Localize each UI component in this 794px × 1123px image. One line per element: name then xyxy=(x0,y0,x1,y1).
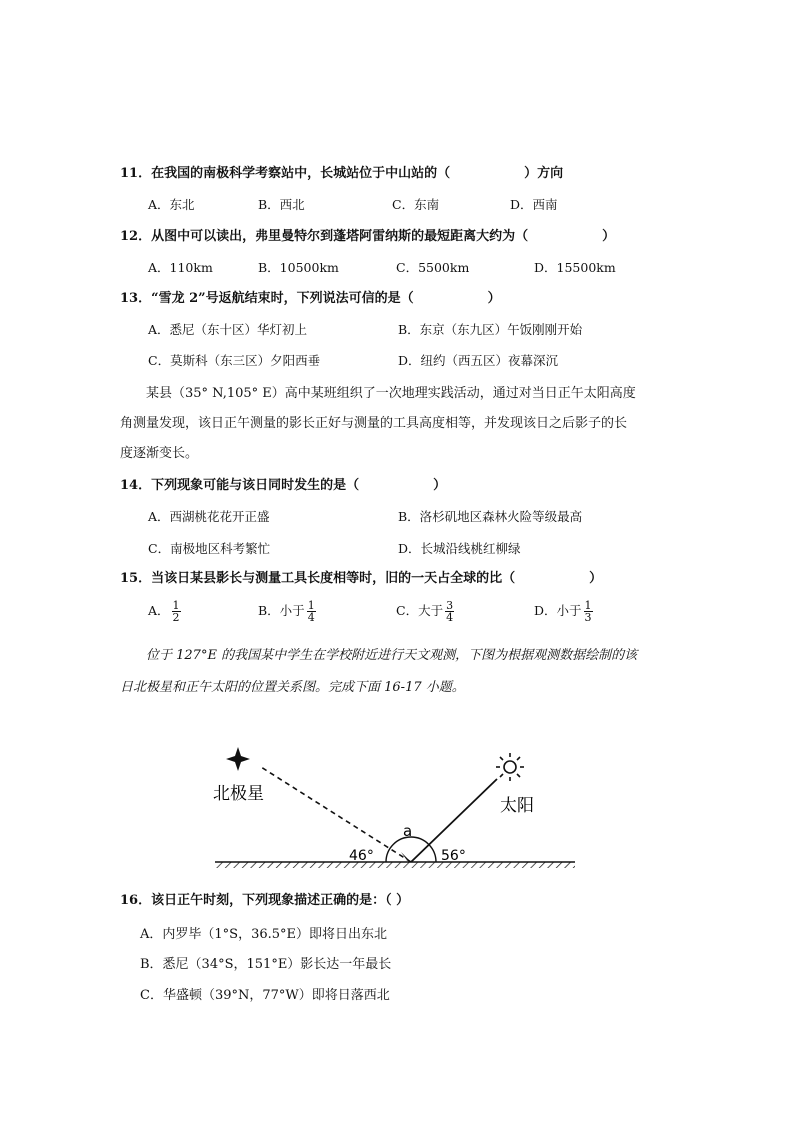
passage-2-line-2: 日北极星和正午太阳的位置关系图。完成下面 16-17 小题。 xyxy=(120,680,465,695)
q14-option-b[interactable]: B．洛杉矶地区森林火险等级最高 xyxy=(398,509,583,524)
q11-option-a[interactable]: A．东北 xyxy=(148,197,195,212)
q14-option-c[interactable]: C．南极地区科考繁忙 xyxy=(148,541,271,556)
q12-stem-part1: 12．从图中可以读出，弗里曼特尔到蓬塔阿雷纳斯的最短距离大约为（ xyxy=(120,229,529,244)
q15-option-c-label: C．大于 xyxy=(396,603,444,618)
question-13-stem xyxy=(120,290,501,308)
angle-right-label: 56° xyxy=(441,848,466,864)
q14-option-d[interactable]: D．长城沿线桃红柳绿 xyxy=(398,541,521,556)
q15-option-a[interactable] xyxy=(148,600,181,623)
angle-arc xyxy=(386,837,436,862)
passage-1-line-1 xyxy=(120,379,680,409)
denominator: 4 xyxy=(446,611,454,624)
q14-stem-part2: ） xyxy=(433,478,447,493)
q14-stem-part1: 14．下列现象可能与该日同时发生的是（ xyxy=(120,478,360,493)
passage-1-line-3: 度逐渐变长。 xyxy=(120,446,199,461)
star-icon xyxy=(226,747,250,771)
q16-option-c[interactable]: C．华盛顿（39°N，77°W）即将日落西北 xyxy=(140,988,390,1003)
sun-icon xyxy=(496,753,524,781)
numerator: 1 xyxy=(172,599,180,612)
q15-option-a-label: A． xyxy=(148,603,170,618)
q12-option-c[interactable]: C．5500km xyxy=(396,260,470,275)
fraction xyxy=(172,600,181,623)
q12-option-a[interactable]: A．110km xyxy=(148,260,213,275)
q12-option-d[interactable]: D．15500km xyxy=(534,260,616,275)
q11-option-c[interactable]: C．东南 xyxy=(392,197,440,212)
question-12-stem xyxy=(120,228,615,246)
q15-option-b[interactable] xyxy=(258,600,316,623)
passage-2-line-1-text: 位于 127°E 的我国某中学生在学校附近进行天文观测，下图为根据观测数据绘制的该 xyxy=(146,648,638,663)
q15-option-d[interactable] xyxy=(534,600,593,623)
polaris-sun-diagram xyxy=(205,735,585,875)
passage-2-line-1 xyxy=(120,640,680,672)
q15-option-c[interactable] xyxy=(396,600,454,623)
q15-stem-part2: ） xyxy=(589,571,603,586)
q15-option-d-label: D．小于 xyxy=(534,603,582,618)
q11-stem-part2: ）方向 xyxy=(524,166,564,181)
q14-option-a[interactable]: A．西湖桃花花开正盛 xyxy=(148,509,270,524)
passage-1 xyxy=(120,379,680,469)
q16-option-a[interactable]: A．内罗毕（1°S，36.5°E）即将日出东北 xyxy=(140,927,388,942)
q11-option-d[interactable]: D．西南 xyxy=(510,197,558,212)
q13-option-a[interactable]: A．悉尼（东十区）华灯初上 xyxy=(148,322,308,337)
q13-option-d[interactable]: D．纽约（西五区）夜幕深沉 xyxy=(398,353,559,368)
ground-hatch xyxy=(215,862,575,868)
q12-stem-part2: ） xyxy=(602,229,616,244)
denominator: 3 xyxy=(584,611,592,624)
fraction xyxy=(307,600,316,623)
q12-option-b[interactable]: B．10500km xyxy=(258,260,339,275)
question-15-stem xyxy=(120,570,602,588)
question-14-stem xyxy=(120,477,446,495)
denominator: 2 xyxy=(172,611,180,624)
q13-stem-part1: 13．“雪龙 2”号返航结束时，下列说法可信的是（ xyxy=(120,291,414,306)
numerator: 3 xyxy=(446,599,454,612)
q16-option-b[interactable]: B．悉尼（34°S，151°E）影长达一年最长 xyxy=(140,957,392,972)
q15-stem-part1: 15．当该日某县影长与测量工具长度相等时，旧的一天占全球的比（ xyxy=(120,571,516,586)
q15-option-b-label: B．小于 xyxy=(258,603,305,618)
angle-left-label: 46° xyxy=(349,848,374,864)
polaris-label: 北极星 xyxy=(213,784,264,804)
fraction xyxy=(445,600,454,623)
q13-option-b[interactable]: B．东京（东九区）午饭刚刚开始 xyxy=(398,322,583,337)
sun-label: 太阳 xyxy=(500,796,534,816)
question-11-stem xyxy=(120,165,563,183)
passage-2 xyxy=(120,640,680,704)
q11-stem-part1: 11．在我国的南极科学考察站中，长城站位于中山站的（ xyxy=(120,166,451,181)
q13-stem-part2: ） xyxy=(487,291,501,306)
polaris-sightline xyxy=(261,767,411,862)
q11-option-b[interactable]: B．西北 xyxy=(258,197,305,212)
passage-1-line-1-text: 某县（35° N,105° E）高中某班组织了一次地理实践活动，通过对当日正午太阳高度 xyxy=(146,386,636,401)
numerator: 1 xyxy=(307,599,315,612)
angle-a-label: a xyxy=(403,822,413,840)
q13-option-c[interactable]: C．莫斯科（东三区）夕阳西垂 xyxy=(148,353,321,368)
denominator: 4 xyxy=(307,611,315,624)
fraction xyxy=(584,600,593,623)
passage-1-line-2: 角测量发现，该日正午测量的影长正好与测量的工具高度相等，并发现该日之后影子的长 xyxy=(120,416,628,431)
question-16-stem: 16．该日正午时刻，下列现象描述正确的是：（ ） xyxy=(120,893,410,908)
numerator: 1 xyxy=(584,599,592,612)
